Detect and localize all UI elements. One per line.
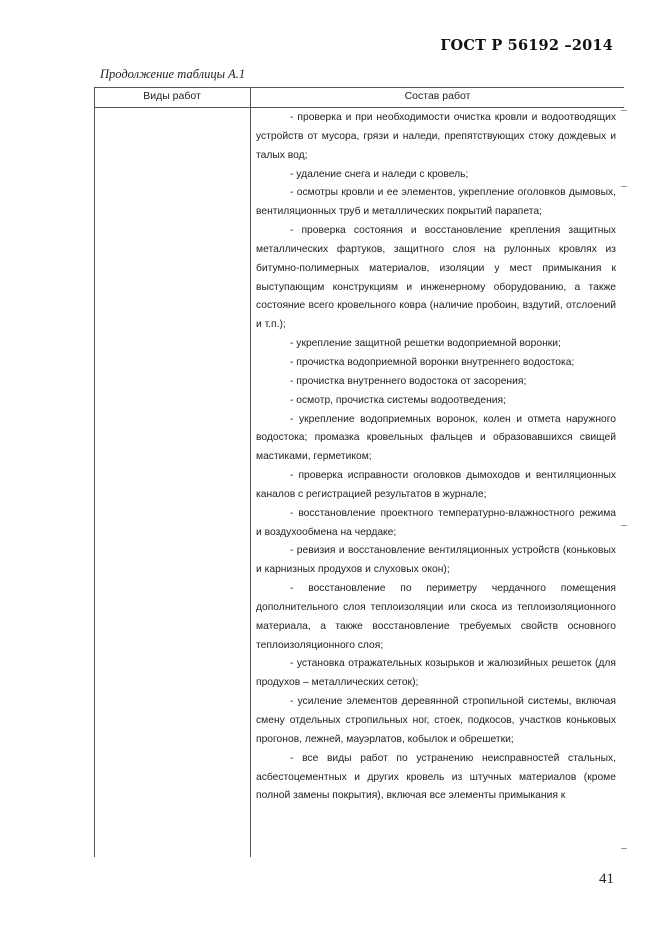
column-header-work-types: Виды работ [143, 90, 201, 102]
work-item: - все виды работ по устранению неисправностей стальных, асбестоцементных и других кровель из штучных материалов (кроме полной замены покрытия), включая все элементы примыкания к [256, 752, 616, 802]
work-item: - проверка исправности оголовков дымоходов и вентиляционных каналов с регистрацией результатов в журнале; [256, 470, 616, 500]
work-item: - укрепление защитной решетки водоприемной воронки; [290, 338, 561, 350]
work-item: - удаление снега и наледи с кровель; [290, 168, 469, 180]
work-item: - укрепление водоприемных воронок, колен и отмета наружного водостока; промазка кровельных фальцев и образовавшихся свищей мастиками, герметиком; [256, 413, 616, 463]
table-caption: Продолжение таблицы А.1 [100, 67, 246, 81]
works-table [94, 87, 624, 857]
work-item: - проверка и при необходимости очистка кровли и водоотводящих устройств от мусора, грязи и наледи, препятствующих стоку дождевых и талых вод; [256, 112, 616, 161]
work-composition-cell [256, 109, 616, 806]
work-item: - прочистка водоприемной воронки внутреннего водостока; [290, 356, 575, 368]
work-item: - прочистка внутреннего водостока от засорения; [290, 375, 527, 387]
work-item: - усиление элементов деревянной стропильной системы, включая смену отдельных стропильных ног, стоек, подкосов, участков коньковых прогонов, лежней, мауэрлатов, кобылок и обрешетки; [256, 696, 616, 745]
table-header-border [94, 107, 624, 108]
scan-edge-mark [621, 525, 627, 526]
page-number: 41 [599, 871, 614, 887]
work-item: - установка отражательных козырьков и жалюзийных решеток (для продухов – металлических сеток); [256, 658, 616, 689]
work-item: - проверка состояния и восстановление крепления защитных металлических фартуков, защитного слоя на рулонных кровлях из битумно-полимерных материалов, изоляции у мест примыкания к выступающим конструкциям и инженерному оборудованию, а также состояние всего кровельного ковра (наличие пробоин, вздутий, отслоений и т.п.); [256, 225, 616, 331]
work-item: - осмотры кровли и ее элементов, укрепление оголовков дымовых, вентиляционных труб и металлических покрытий парапета; [256, 187, 616, 218]
work-item: - восстановление по периметру чердачного помещения дополнительного слоя теплоизоляции или скоса из теплоизоляционного материала, а также восстановление требуемых свойств основного теплоизоляционного слоя; [256, 583, 616, 651]
work-item: - осмотр, прочистка системы водоотведения; [290, 394, 506, 406]
table-top-border [94, 87, 624, 88]
column-header-work-composition: Состав работ [404, 90, 471, 102]
work-item: - восстановление проектного температурно-влажностного режима и воздухообмена на чердаке; [256, 507, 616, 538]
scan-edge-mark [621, 110, 627, 111]
work-item: - ревизия и восстановление вентиляционных устройств (коньковых и карнизных продухов и слуховых окон); [256, 545, 616, 576]
scan-edge-mark [621, 848, 627, 849]
table-column-divider [250, 87, 251, 857]
standard-designation: ГОСТ Р 56192 –2014 [440, 37, 613, 54]
scan-edge-mark [621, 186, 627, 187]
table-left-border [94, 87, 95, 857]
